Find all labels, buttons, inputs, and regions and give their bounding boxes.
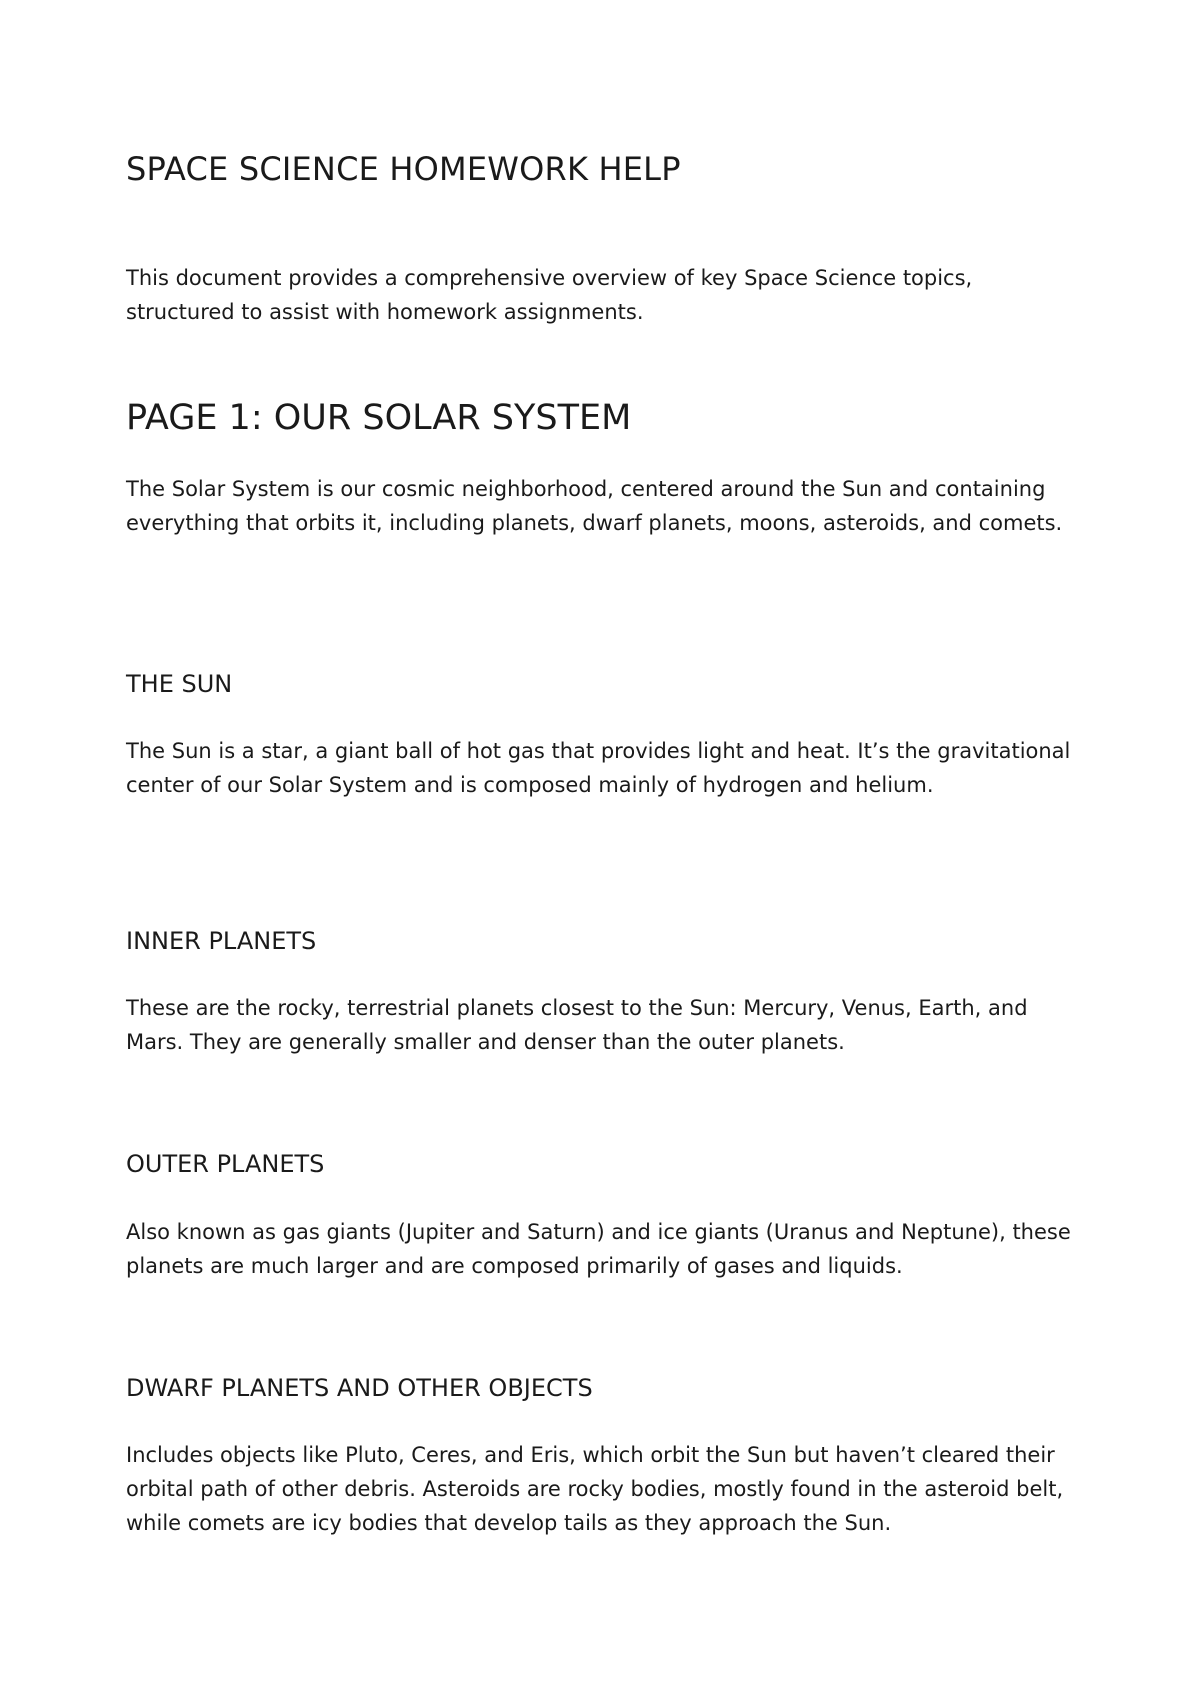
document-intro: This document provides a comprehensive overview of key Space Science topics, structured to assist with homework assignments.	[126, 266, 973, 324]
section-body-dwarf-planets: Includes objects like Pluto, Ceres, and Eris, which orbit the Sun but haven’t cleared their orbital path of other debris. Asteroids are rocky bodies, mostly found in the asteroid belt, while comets are icy bodies that develop tails as they approach the Sun.	[126, 1443, 1064, 1535]
section-body-outer-planets: Also known as gas giants (Jupiter and Saturn) and ice giants (Uranus and Neptune), these planets are much larger and are composed primarily of gases and liquids.	[126, 1220, 1071, 1278]
section-heading-outer-planets: OUTER PLANETS	[126, 1150, 325, 1178]
section-heading-dwarf-planets: DWARF PLANETS AND OTHER OBJECTS	[126, 1374, 593, 1402]
page-heading: PAGE 1: OUR SOLAR SYSTEM	[126, 398, 632, 438]
section-heading-inner-planets: INNER PLANETS	[126, 927, 317, 955]
page-intro: The Solar System is our cosmic neighborhood, centered around the Sun and containing everything that orbits it, including planets, dwarf planets, moons, asteroids, and comets.	[126, 477, 1063, 535]
document-title: SPACE SCIENCE HOMEWORK HELP	[126, 150, 681, 188]
section-body-sun: The Sun is a star, a giant ball of hot gas that provides light and heat. It’s the gravitational center of our Solar System and is composed mainly of hydrogen and helium.	[126, 739, 1071, 797]
section-body-inner-planets: These are the rocky, terrestrial planets closest to the Sun: Mercury, Venus, Earth, and Mars. They are generally smaller and denser than the outer planets.	[126, 996, 1028, 1054]
section-heading-sun: THE SUN	[126, 670, 233, 698]
